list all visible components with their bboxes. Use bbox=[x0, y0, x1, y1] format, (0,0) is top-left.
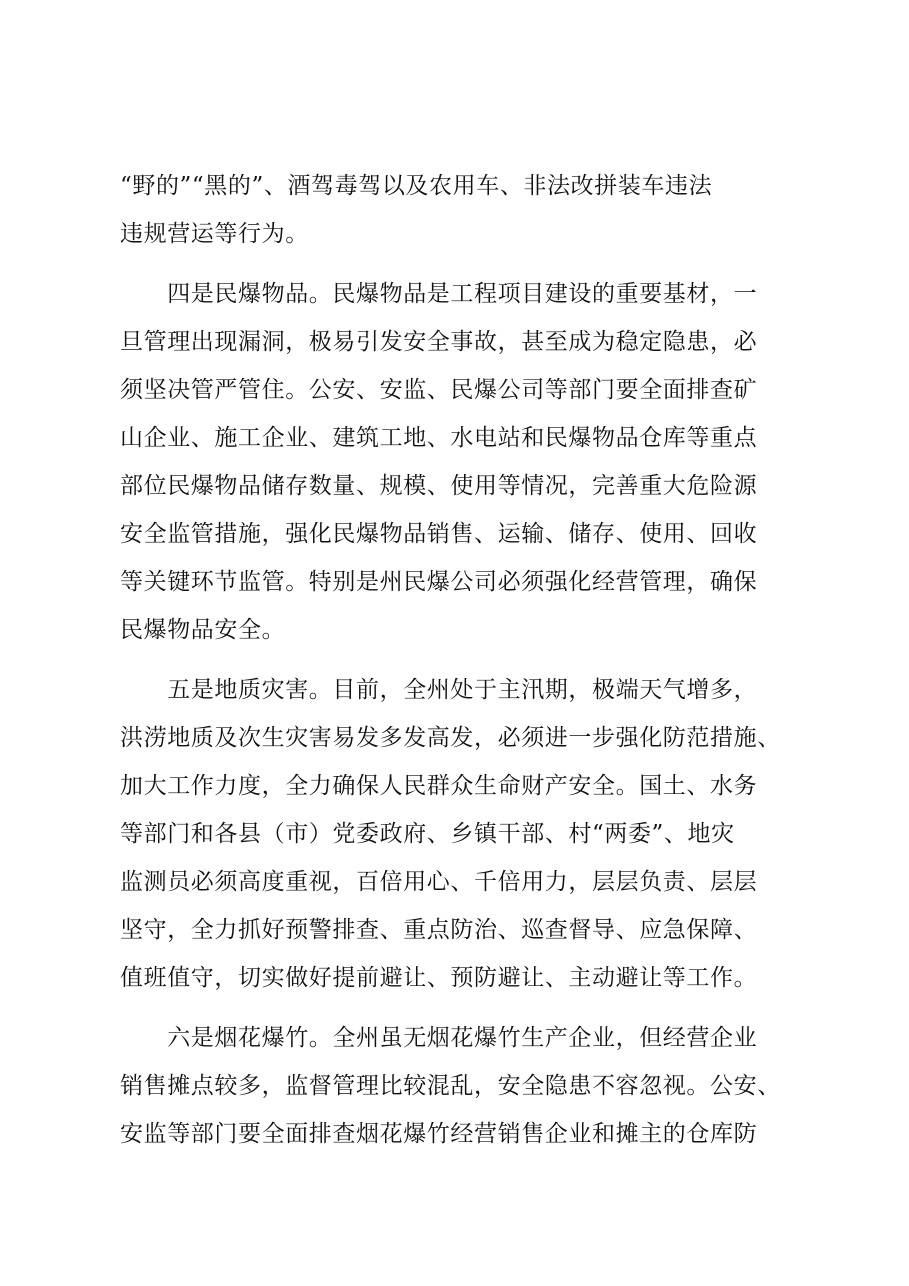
text-line: 须坚决管严管住。公安、安监、民爆公司等部门要全面排查矿 bbox=[120, 377, 758, 403]
text-line: 安监等部门要全面排查烟花爆竹经营销售企业和摊主的仓库防 bbox=[120, 1121, 758, 1147]
text-line: 安全监管措施，强化民爆物品销售、运输、储存、使用、回收 bbox=[120, 521, 758, 547]
text-line: 等部门和各县（市）党委政府、乡镇干部、村“两委”、地灾 bbox=[120, 821, 735, 847]
text-line: 民爆物品安全。 bbox=[120, 617, 286, 643]
paragraph-item-4 bbox=[120, 270, 800, 654]
text-line: 部位民爆物品储存数量、规模、使用等情况，完善重大危险源 bbox=[120, 473, 758, 499]
text-line: 六是烟花爆竹。全州虽无烟花爆竹生产企业，但经营企业 bbox=[120, 1025, 758, 1051]
text-line: 五是地质灾害。目前，全州处于主汛期，极端天气增多， bbox=[120, 677, 758, 703]
text-line: 加大工作力度，全力确保人民群众生命财产安全。国土、水务 bbox=[120, 773, 758, 799]
text-line: 销售摊点较多，监督管理比较混乱，安全隐患不容忽视。公安、 bbox=[120, 1073, 781, 1099]
text-line: 旦管理出现漏洞，极易引发安全事故，甚至成为稳定隐患，必 bbox=[120, 329, 758, 355]
paragraph-continuation bbox=[120, 162, 800, 258]
paragraph-item-5 bbox=[120, 666, 800, 1002]
text-line: 值班值守，切实做好提前避让、预防避让、主动避让等工作。 bbox=[120, 965, 758, 991]
paragraph-item-6 bbox=[120, 1014, 800, 1158]
text-line: “野的”“黑的”、酒驾毒驾以及农用车、非法改拼装车违法 bbox=[120, 173, 713, 199]
text-line: 监测员必须高度重视，百倍用心、千倍用力，层层负责、层层 bbox=[120, 869, 758, 895]
text-line: 等关键环节监管。特别是州民爆公司必须强化经营管理，确保 bbox=[120, 569, 758, 595]
text-line: 四是民爆物品。民爆物品是工程项目建设的重要基材，一 bbox=[120, 281, 758, 307]
text-line: 违规营运等行为。 bbox=[120, 221, 309, 247]
document-body bbox=[120, 162, 800, 1158]
text-line: 山企业、施工企业、建筑工地、水电站和民爆物品仓库等重点 bbox=[120, 425, 758, 451]
text-line: 洪涝地质及次生灾害易发多发高发，必须进一步强化防范措施、 bbox=[120, 725, 781, 751]
text-line: 坚守，全力抓好预警排查、重点防治、巡查督导、应急保障、 bbox=[120, 917, 758, 943]
